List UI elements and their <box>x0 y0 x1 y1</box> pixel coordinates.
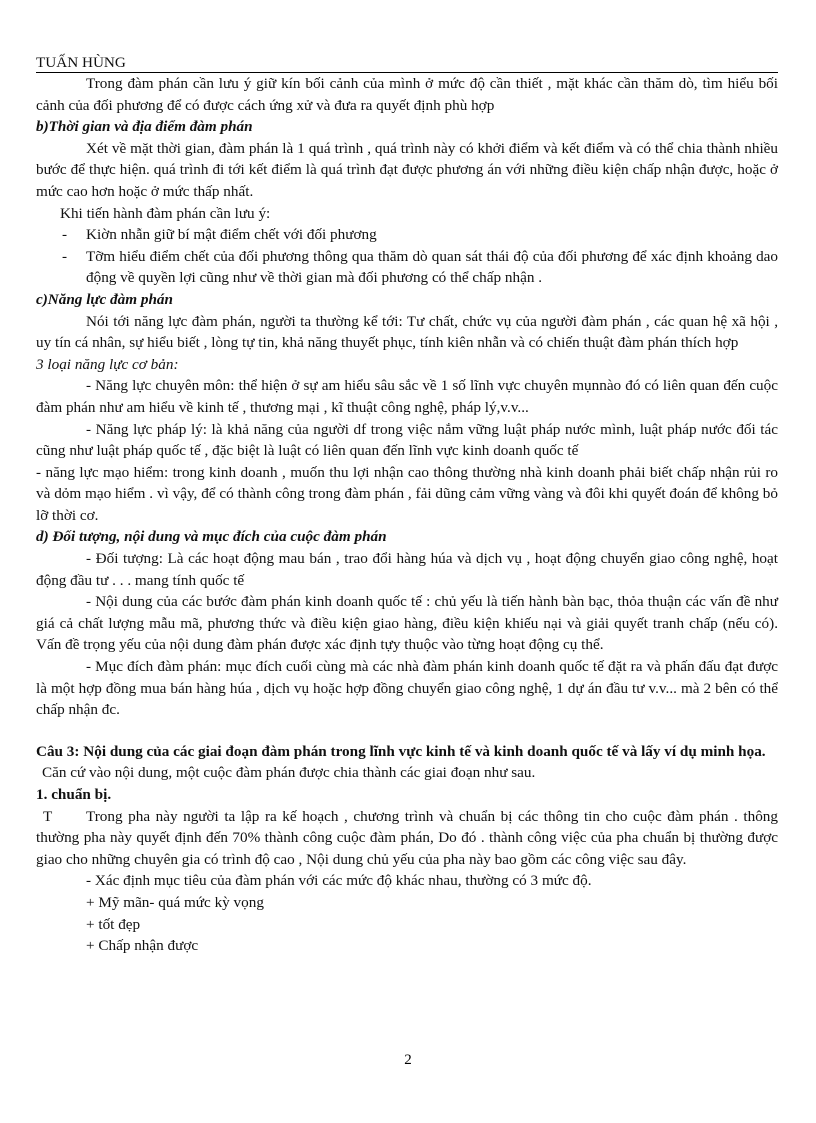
document-page <box>36 44 778 957</box>
paragraph: - Mục đích đàm phán: mục đích cuối cùng mà các nhà đàm phán kinh doanh quốc tế đặt ra và phấn đấu đạt được là một hợp đồng mua bán hàng húa , dịch vụ hoặc hợp đồng chuyển giao công nghệ, 1 dự án đầu tư v.v... mà 2 bên có thể chấp nhận đc. <box>36 658 778 719</box>
bullet-text: Kiờn nhẫn giữ bí mật điểm chết với đối phương <box>86 226 377 244</box>
list-item: + tốt đẹp <box>86 915 141 933</box>
paragraph-with-marker <box>36 806 778 871</box>
paragraph: Xét về mặt thời gian, đàm phán là 1 quá trình , quá trình này có khởi điểm và kết điểm và có thể chia thành nhiều bước để thực hiện. quá trình đi tới kết điểm là quá trình đạt được phương án với những điều kiện chấp nhận được, hoặc ở mức cao hơn hoặc ở mức thấp nhất. <box>36 139 778 200</box>
paragraph: - Nội dung của các bước đàm phán kinh doanh quốc tế : chủ yếu là tiến hành bàn bạc, thỏa thuận các vấn đề như giá cả chất lượng mẫu mã, phương thức và điều kiện giao hàng, điều kiện khiếu nại và giải quyết tranh chấp (nếu có). Vấn đề trọng yếu của nội dung đàm phán được xác định tựy thuộc vào từng hoạt động cụ thể. <box>36 593 778 654</box>
page-number: 2 <box>404 1052 412 1068</box>
paragraph: - Đối tượng: Là các hoạt động mau bán , trao đổi hàng húa và dịch vụ , hoạt động chuyển giao công nghệ, hoạt động đầu tư . . . mang tính quốc tế <box>36 550 778 589</box>
bullet-text: Tỡm hiểu điểm chết của đối phương thông qua thăm dò quan sát thái độ của đối phương để xác định khoảng dao động về quyền lợi cũng như về thời gian mà đối phương có thể chấp nhận . <box>86 247 778 287</box>
paragraph: - Năng lực pháp lý: là khả năng của người df trong việc nắm vững luật pháp nước mình, luật pháp nước đối tác cũng như luật pháp quốc tế , đặc biệt là luật có liên quan đến lĩnh vực kinh doanh quốc tế <box>36 420 778 460</box>
paragraph: - Xác định mục tiêu của đàm phán với các mức độ khác nhau, thường có 3 mức độ. <box>86 872 592 890</box>
bullet-item <box>36 224 778 246</box>
paragraph: - Năng lực chuyên môn: thể hiện ở sự am hiểu sâu sắc về 1 số lĩnh vực chuyên mụnnào đó có liên quan đến cuộc đàm phán như am hiểu về kinh tế , thương mại , kĩ thuật công nghệ, pháp lý,v.v... <box>36 377 778 416</box>
bullet-dash: - <box>62 247 68 265</box>
section-heading-d: d) Đối tượng, nội dung và mục đích của cuộc đàm phán <box>36 528 387 546</box>
list-item: + Chấp nhận được <box>86 937 199 955</box>
section-heading-c: c)Năng lực đàm phán <box>36 290 173 308</box>
paragraph: Căn cứ vào nội dung, một cuộc đàm phán được chia thành các giai đoạn như sau. <box>42 764 536 782</box>
paragraph: Nói tới năng lực đàm phán, người ta thường kể tới: Tư chất, chức vụ của người đàm phán , các quan hệ xã hội , uy tín cá nhân, sự hiểu biết , lòng tự tin, khả năng thuyết phục, tính kiên nhẫn và có chiến thuật đàm phán thích hợp <box>36 312 778 352</box>
list-item: + Mỹ mãn- quá mức kỳ vọng <box>86 893 264 911</box>
paragraph: Khi tiến hành đàm phán cần lưu ý: <box>60 204 271 222</box>
paragraph: Trong pha này người ta lập ra kế hoạch , chương trình và chuẩn bị các thông tin cho cuộc đàm phán . thông thường pha này quyết định đến 70% thành công cuộc đàm phán, Do đó . thành công việc của pha chuẩn bị thường được giao cho những chuyên gia có trình độ cao , Nội dung chủ yếu của pha này bao gồm các công việc sau đây. <box>36 807 778 868</box>
page-header: TUẤN HÙNG <box>36 54 778 73</box>
paragraph: Trong đàm phán cần lưu ý giữ kín bối cảnh của mình ở mức độ cần thiết , mặt khác cần thăm dò, tìm hiểu bối cảnh của đối phương để có được cách ứng xử và đưa ra quyết định phù hợp <box>36 75 778 114</box>
step-heading: 1. chuẩn bị. <box>36 786 112 803</box>
question-heading: Câu 3: Nội dung của các giai đoạn đàm phán trong lĩnh vực kinh tế và kinh doanh quốc tế và lấy ví dụ minh họa. <box>36 742 766 760</box>
italic-subheading: 3 loại năng lực cơ bản: <box>36 355 179 373</box>
bullet-item <box>36 246 778 289</box>
paragraph: - năng lực mạo hiểm: trong kinh doanh , muốn thu lợi nhận cao thông thường nhà kinh doanh phải biết chấp nhận rủi ro và dỏm mạo hiểm . vì vậy, để có thành công trong đàm phán , fải dũng cảm vững vàng và đôi khi quyết đoán để không bỏ lỡ thời cơ. <box>36 463 778 524</box>
marker-letter: T <box>43 807 53 825</box>
section-heading-b: b)Thời gian và địa điểm đàm phán <box>36 118 253 136</box>
bullet-dash: - <box>62 226 68 244</box>
